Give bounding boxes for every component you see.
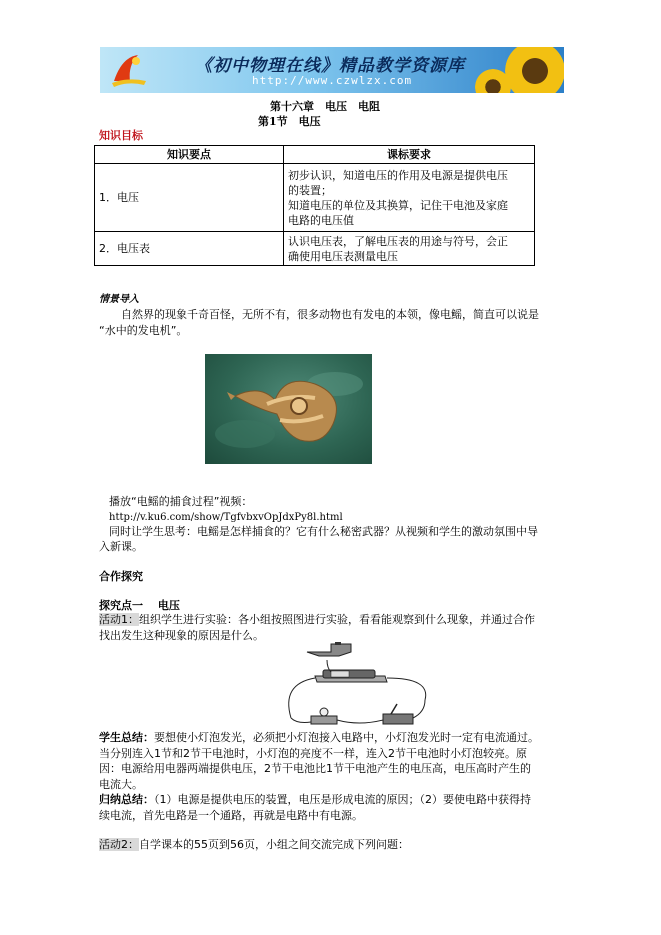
requirement-line: 电路的电压值	[288, 213, 354, 227]
video-link[interactable]: http://v.ku6.com/show/TgfvbxvOpJdxPy8l.html	[109, 512, 343, 523]
intro-line: “水中的发电机”。	[99, 324, 188, 337]
table-cell-requirement	[284, 164, 535, 232]
requirement-line: 认识电压表，了解电压表的用途与符号，会正	[288, 234, 508, 248]
table-row	[95, 164, 535, 232]
activity-2-text: 自学课本的55页到56页，小组之间交流完成下列问题：	[139, 838, 409, 851]
summary-line: 当分别连入1节和2节干电池时，小灯泡的亮度不一样，连入2节干电池时小灯泡较亮。原	[99, 747, 527, 760]
requirement-line: 的装置；	[288, 183, 332, 197]
table-cell-point: 1．电压	[95, 164, 284, 232]
intro-line: 自然界的现象千奇百怪，无所不有，很多动物也有发电的本领，像电鳐，简直可以说是	[121, 308, 539, 321]
summary-line	[99, 730, 539, 745]
requirement-line: 知道电压的单位及其换算，记住干电池及家庭	[288, 198, 508, 212]
video-line: 入新课。	[99, 540, 143, 553]
sunflower-icon	[505, 47, 564, 93]
summary-line: 电流大。	[99, 778, 143, 791]
section-title: 第1节 电压	[258, 115, 321, 128]
video-line: 同时让学生思考：电鳐是怎样捕食的？它有什么秘密武器？从视频和学生的激动氛围中导	[109, 525, 538, 538]
activity-1-text: 组织学生进行实验：各小组按照图进行实验，看看能观察到什么现象，并通过合作	[139, 613, 535, 626]
table-cell-requirement	[284, 232, 535, 266]
goals-heading: 知识目标	[99, 129, 143, 142]
banner-url: http://www.czwlzx.com	[252, 74, 413, 87]
activity-1-label: 活动1：	[99, 613, 139, 626]
requirement-line: 确使用电压表测量电压	[288, 249, 398, 263]
summary-label: 学生总结：	[99, 731, 154, 744]
activity-1	[99, 612, 535, 627]
table-header-requirement: 课标要求	[284, 146, 535, 164]
coop-heading: 合作探究	[99, 570, 143, 583]
circuit-diagram	[275, 638, 435, 730]
summary-line: 因：电源给用电器两端提供电压，2节干电池比1节干电池产生的电压高，电压高时产生的	[99, 762, 531, 775]
chapter-title: 第十六章 电压 电阻	[270, 100, 380, 113]
requirement-line: 初步认识，知道电压的作用及电源是提供电压	[288, 168, 508, 182]
induct-text: （1）电源是提供电压的装置，电压是形成电流的原因；（2）要使电路中获得持	[154, 793, 531, 806]
table-row	[95, 232, 535, 266]
activity-2-label: 活动2：	[99, 838, 139, 851]
induct-line: 续电流，首先电路是一个通路，再就是电路中有电源。	[99, 809, 363, 822]
goals-table	[94, 145, 535, 266]
summary-text: 要想使小灯泡发光，必须把小灯泡接入电路中，小灯泡发光时一定有电流通过。	[154, 731, 539, 744]
activity-1-line: 找出发生这种现象的原因是什么。	[99, 629, 264, 642]
induct-label: 归纳总结：	[99, 793, 154, 806]
intro-heading: 情景导入	[99, 294, 139, 305]
induct-line	[99, 792, 531, 807]
header-banner	[100, 47, 564, 93]
video-line: 播放“电鳐的捕食过程”视频：	[109, 495, 253, 508]
table-cell-point: 2．电压表	[95, 232, 284, 266]
banner-title: 《初中物理在线》精品教学资源库	[195, 56, 465, 76]
point-heading: 探究点一 电压	[99, 599, 180, 612]
logo-icon	[108, 51, 148, 89]
activity-2	[99, 837, 409, 852]
table-header-point: 知识要点	[95, 146, 284, 164]
electric-ray-photo	[205, 354, 372, 464]
